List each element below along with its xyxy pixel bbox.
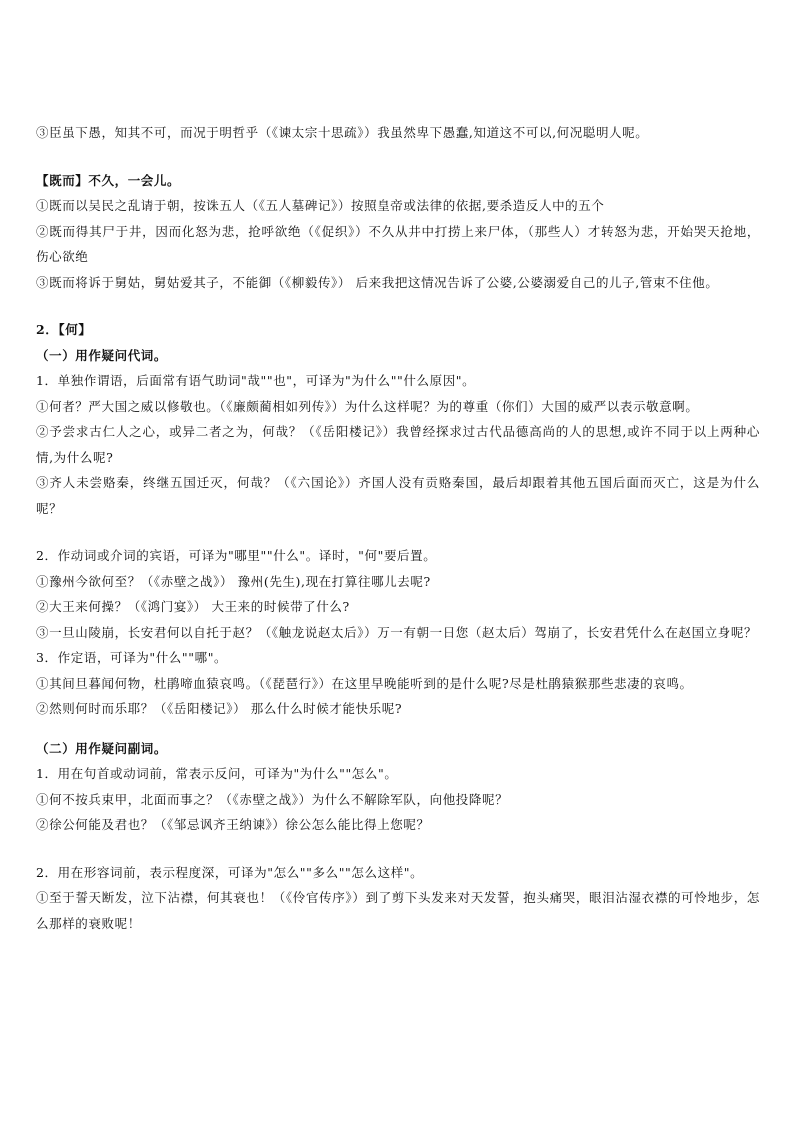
section-heading: （二）用作疑问副词。 (36, 740, 168, 756)
section-heading: （一）用作疑问代词。 (36, 347, 168, 363)
paragraph: ①其间旦暮闻何物，杜鹃啼血猿哀鸣。（《琵琶行》）在这里早晚能听到的是什么呢?尽是杜鹃猿猴那些悲凄的哀鸣。 (36, 675, 693, 691)
paragraph: ②然则何时而乐耶？（《岳阳楼记》） 那么什么时候才能快乐呢? (36, 701, 403, 716)
paragraph: ①豫州今欲何至？（《赤壁之战》） 豫州(先生),现在打算往哪儿去呢? (36, 573, 431, 589)
paragraph: ①至于誓天断发，泣下沾襟，何其衰也！（《伶官传序》）到了剪下头发来对天发誓，抱头痛哭，眼泪沾湿衣襟的可怜地步，怎么那样的衰败呢！ (36, 890, 760, 931)
paragraph: 1．用在句首或动词前，常表示反问，可译为"为什么""怎么"。 (36, 766, 398, 781)
paragraph: ②大王来何操？（《鸿门宴》） 大王来的时候带了什么? (36, 599, 350, 614)
paragraph: 2．作动词或介词的宾语，可译为"哪里""什么"。译时，"何"要后置。 (36, 548, 437, 563)
spacer (36, 722, 760, 736)
section-heading: 【既而】不久，一会儿。 (36, 172, 181, 188)
paragraph: ③臣虽下愚，知其不可，而况于明哲乎（《谏太宗十思疏》）我虽然卑下愚蠢,知道这不可以,何况聪明人呢。 (36, 125, 649, 140)
paragraph: ①既而以吴民之乱请于朝，按诛五人（《五人墓碑记》）按照皇帝或法律的依据,要杀造反人中的五个 (36, 198, 605, 213)
paragraph: 3．作定语，可译为"什么""哪"。 (36, 650, 228, 665)
paragraph: ②既而得其尸于井，因而化怒为悲，抢呼欲绝（《促织》）不久从井中打捞上来尸体，（那些人）才转怒为悲，开始哭天抢地，伤心欲绝 (36, 223, 760, 264)
paragraph: ③齐人未尝赂秦，终继五国迁灭，何哉？（《六国论》）齐国人没有贡赂秦国，最后却跟着其他五国后面而灭亡，这是为什么呢？ (36, 475, 760, 516)
paragraph: ①何者？严大国之威以修敬也。（《廉颇蔺相如列传》）为什么这样呢？为的尊重（你们）大国的威严以表示敬意啊。 (36, 398, 699, 414)
document-page (36, 120, 760, 936)
section-heading: 2．【何】 (36, 322, 92, 337)
paragraph: ②予尝求古仁人之心，或异二者之为，何哉？（《岳阳楼记》）我曾经探求过古代品德高尚的人的思想,或许不同于以上两种心情,为什么呢? (36, 424, 760, 465)
paragraph: ③一旦山陵崩，长安君何以自托于赵？（《触龙说赵太后》）万一有朝一日您（赵太后）驾崩了，长安君凭什么在赵国立身呢？ (36, 624, 758, 640)
paragraph: ①何不按兵束甲，北面而事之？（《赤壁之战》）为什么不解除军队，向他投降呢？ (36, 791, 509, 807)
paragraph: ③既而将诉于舅姑，舅姑爱其子，不能御（《柳毅传》） 后来我把这情况告诉了公婆,公婆溺爱自己的儿子,管束不住他。 (36, 274, 719, 290)
paragraph: 2．用在形容词前，表示程度深，可译为"怎么""多么""怎么这样"。 (36, 864, 424, 880)
paragraph: 1．单独作谓语，后面常有语气助词"哉""也"，可译为"为什么""什么原因"。 (36, 373, 476, 388)
spacer (36, 295, 760, 317)
paragraph: ②徐公何能及君也？（《邹忌讽齐王纳谏》）徐公怎么能比得上您呢？ (36, 817, 430, 832)
spacer (36, 838, 760, 860)
spacer (36, 146, 760, 168)
spacer (36, 521, 760, 543)
